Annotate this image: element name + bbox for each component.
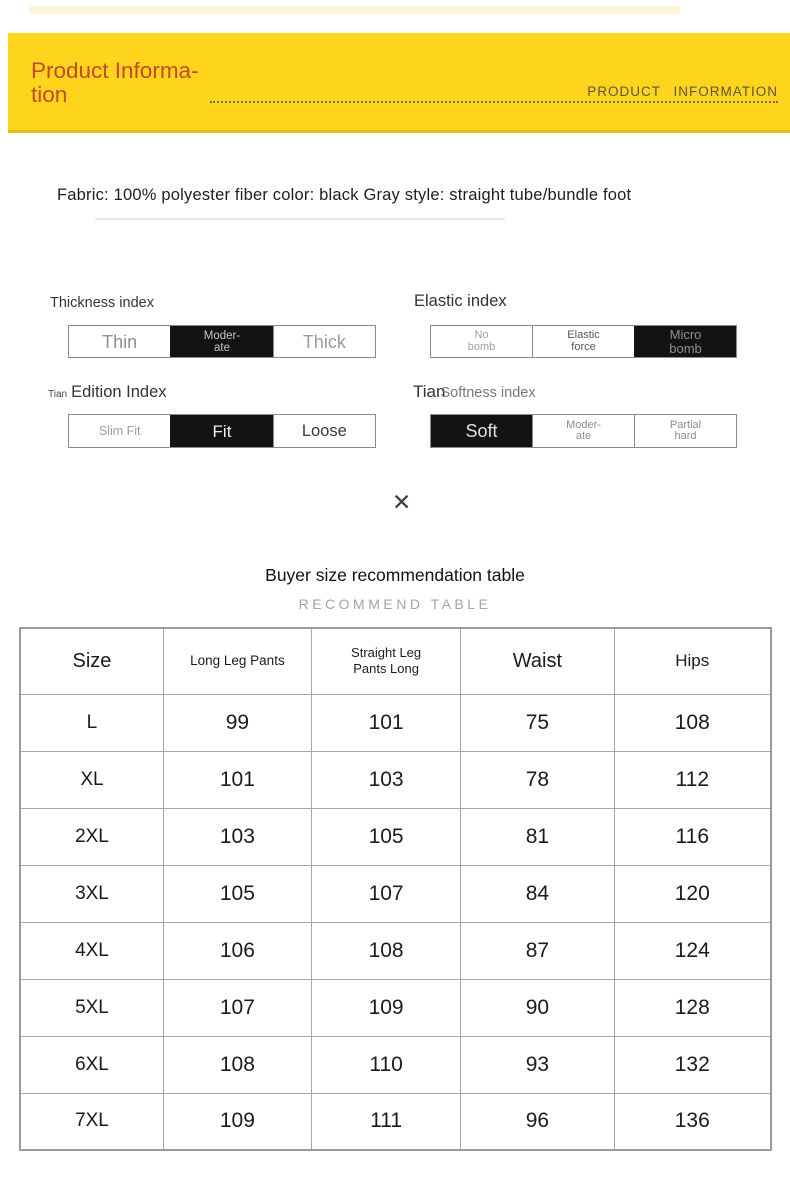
column-header-hips xyxy=(614,628,771,694)
softness-option-partial-hard xyxy=(634,415,736,447)
cell-size: 4XL xyxy=(20,922,163,979)
column-header-label: Size xyxy=(72,649,112,672)
cell-straight-leg: 105 xyxy=(311,808,460,865)
option-label-line1: Moder- xyxy=(203,329,241,342)
cell-waist: 81 xyxy=(461,808,614,865)
softness-selector xyxy=(430,414,737,448)
cell-hips: 116 xyxy=(614,808,771,865)
top-decorative-strip xyxy=(30,6,680,14)
option-label-line1: Elastic xyxy=(567,329,600,341)
option-label-line2: bomb xyxy=(467,340,496,353)
option-label-line1: Micro xyxy=(669,327,702,342)
cell-size: 3XL xyxy=(20,865,163,922)
cell-waist: 87 xyxy=(461,922,614,979)
option-label-line1: Partial xyxy=(669,418,702,431)
cell-long-leg: 101 xyxy=(163,751,311,808)
table-row xyxy=(20,808,771,865)
column-header-size xyxy=(20,628,163,694)
cell-hips: 112 xyxy=(614,751,771,808)
cell-straight-leg: 109 xyxy=(311,979,460,1036)
cell-waist: 75 xyxy=(461,694,614,751)
cell-hips: 132 xyxy=(614,1036,771,1093)
cell-hips: 128 xyxy=(614,979,771,1036)
banner-subtitle: PRODUCT INFORMATION xyxy=(587,84,778,99)
option-label: Slim Fit xyxy=(98,423,141,438)
cell-waist: 93 xyxy=(461,1036,614,1093)
thickness-selector xyxy=(68,325,376,358)
option-label: Soft xyxy=(465,421,498,441)
cell-straight-leg: 103 xyxy=(311,751,460,808)
banner-dashed-divider xyxy=(210,101,778,103)
column-header-long-leg-pants xyxy=(163,628,311,694)
option-label: Loose xyxy=(301,421,347,440)
cell-straight-leg: 108 xyxy=(311,922,460,979)
option-label-line1: No xyxy=(474,329,489,341)
table-row xyxy=(20,751,771,808)
thickness-option-thick xyxy=(273,326,375,357)
cell-straight-leg: 111 xyxy=(311,1093,460,1150)
column-header-label: Waist xyxy=(512,649,563,672)
column-header-label: Hips xyxy=(675,651,710,671)
banner-title xyxy=(31,59,241,106)
option-label-line2: hard xyxy=(674,430,697,442)
elastic-option-elastic-force xyxy=(532,326,634,357)
cell-size: 5XL xyxy=(20,979,163,1036)
cell-straight-leg: 110 xyxy=(311,1036,460,1093)
fabric-description: Fabric: 100% polyester fiber color: black Gray style: straight tube/bundle foot xyxy=(57,186,632,204)
cell-straight-leg: 101 xyxy=(311,694,460,751)
cell-waist: 84 xyxy=(461,865,614,922)
cell-long-leg: 105 xyxy=(163,865,311,922)
option-label-line1: Moder- xyxy=(566,418,601,431)
product-info-banner xyxy=(8,33,790,133)
elastic-selector xyxy=(430,325,737,358)
table-row xyxy=(20,979,771,1036)
edition-option-slim-fit xyxy=(69,415,170,447)
cell-hips: 108 xyxy=(614,694,771,751)
table-header-row xyxy=(20,628,771,694)
elastic-option-no-bomb xyxy=(431,326,532,357)
column-header-waist xyxy=(461,628,614,694)
cell-waist: 78 xyxy=(461,751,614,808)
thickness-option-thin xyxy=(69,326,170,357)
edition-option-loose xyxy=(273,415,375,447)
size-table-subtitle: RECOMMEND TABLE xyxy=(298,596,492,612)
cell-long-leg: 99 xyxy=(163,694,311,751)
edition-label-main: Edition Index xyxy=(71,383,167,401)
softness-label-main: Softness index xyxy=(440,385,536,401)
table-row xyxy=(20,1093,771,1150)
option-label-line2: bomb xyxy=(669,340,702,356)
cell-hips: 124 xyxy=(614,922,771,979)
column-header-straight-leg-pants-long xyxy=(311,628,460,694)
cell-waist: 90 xyxy=(461,979,614,1036)
cell-long-leg: 108 xyxy=(163,1036,311,1093)
softness-index-label xyxy=(413,382,536,402)
option-label-line2: ate xyxy=(575,430,592,442)
cell-size: 6XL xyxy=(20,1036,163,1093)
cell-long-leg: 107 xyxy=(163,979,311,1036)
edition-option-fit-selected xyxy=(170,415,272,447)
cell-straight-leg: 107 xyxy=(311,865,460,922)
banner-title-line1: Product Informa- xyxy=(31,58,199,83)
table-row xyxy=(20,694,771,751)
option-label-line2: force xyxy=(571,340,596,353)
banner-title-line2: tion xyxy=(31,81,68,107)
column-header-label: Straight Leg Pants Long xyxy=(351,644,422,676)
thickness-index-label: Thickness index xyxy=(50,295,154,311)
fabric-underline xyxy=(95,218,505,220)
option-label: Thick xyxy=(302,331,346,352)
table-row xyxy=(20,922,771,979)
softness-label-prefix: Tian xyxy=(413,382,446,401)
cell-long-leg: 109 xyxy=(163,1093,311,1150)
size-table-title: Buyer size recommendation table xyxy=(265,565,525,585)
option-label: Thin xyxy=(102,331,138,352)
cell-waist: 96 xyxy=(461,1093,614,1150)
table-row xyxy=(20,1036,771,1093)
softness-option-soft-selected xyxy=(431,415,532,447)
cell-size: 2XL xyxy=(20,808,163,865)
thickness-option-moderate-selected xyxy=(170,326,272,357)
cell-size: 7XL xyxy=(20,1093,163,1150)
cell-hips: 136 xyxy=(614,1093,771,1150)
close-icon[interactable]: ✕ xyxy=(392,489,412,515)
softness-option-moderate xyxy=(532,415,634,447)
cell-size: L xyxy=(20,694,163,751)
cell-hips: 120 xyxy=(614,865,771,922)
option-label: Fit xyxy=(212,421,232,441)
edition-selector xyxy=(68,414,376,448)
table-row xyxy=(20,865,771,922)
cell-size: XL xyxy=(20,751,163,808)
size-recommendation-table xyxy=(19,627,772,1151)
cell-long-leg: 103 xyxy=(163,808,311,865)
cell-long-leg: 106 xyxy=(163,922,311,979)
column-header-label: Long Leg Pants xyxy=(190,653,285,669)
elastic-option-micro-bomb-selected xyxy=(634,326,736,357)
edition-label-prefix: Tian xyxy=(48,389,68,400)
elastic-index-label: Elastic index xyxy=(414,292,507,310)
option-label-line2: ate xyxy=(213,341,230,354)
edition-index-label xyxy=(48,383,167,402)
